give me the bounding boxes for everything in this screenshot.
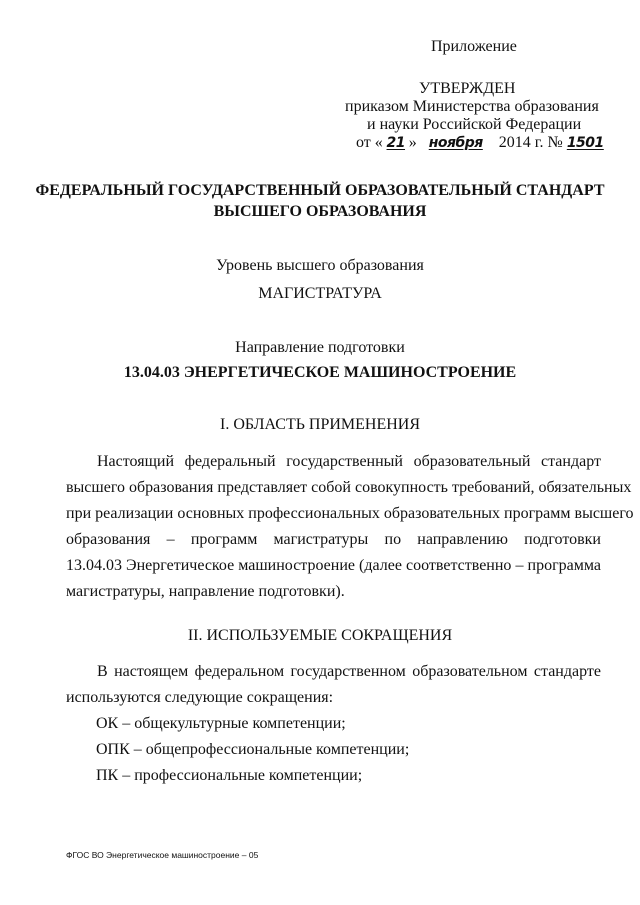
- section-1-line: при реализации основных профессиональных образовательных программ высшего: [66, 505, 634, 522]
- section-1-line: Настоящий федеральный государственный образовательный стандарт: [97, 453, 601, 470]
- section-1-line: высшего образования представляет собой совокупность требований, обязательных: [66, 479, 632, 496]
- level-label: Уровень высшего образования: [216, 257, 424, 274]
- order-line-1: приказом Министерства образования: [345, 98, 599, 115]
- date-year: 2014 г. №: [498, 134, 563, 151]
- date-mid: »: [408, 134, 417, 151]
- direction-value: 13.04.03 ЭНЕРГЕТИЧЕСКОЕ МАШИНОСТРОЕНИЕ: [123, 364, 517, 381]
- section-1-heading: I. ОБЛАСТЬ ПРИМЕНЕНИЯ: [219, 416, 421, 433]
- title-line-1: ФЕДЕРАЛЬНЫЙ ГОСУДАРСТВЕННЫЙ ОБРАЗОВАТЕЛЬНЫЙ СТАНДАРТ: [35, 182, 605, 199]
- section-1-line: 13.04.03 Энергетическое машиностроение (далее соответственно – программа: [66, 557, 601, 574]
- section-2-heading: II. ИСПОЛЬЗУЕМЫЕ СОКРАЩЕНИЯ: [187, 627, 453, 644]
- level-value: МАГИСТРАТУРА: [258, 285, 382, 302]
- section-1-line: образования – программ магистратуры по направлению подготовки: [66, 531, 601, 548]
- approved-label: УТВЕРЖДЕН: [419, 80, 516, 97]
- page-footer: ФГОС ВО Энергетическое машиностроение – 05: [66, 850, 259, 860]
- order-number: 1501: [566, 135, 604, 151]
- date-day: 21: [386, 135, 406, 151]
- title-line-2: ВЫСШЕГО ОБРАЗОВАНИЯ: [213, 203, 427, 220]
- section-2-line: В настоящем федеральном государственном образовательном стандарте: [97, 663, 601, 680]
- abbreviation-item: ПК – профессиональные компетенции;: [96, 767, 363, 784]
- annex-label: Приложение: [431, 38, 517, 55]
- section-2-line: используются следующие сокращения:: [66, 689, 334, 706]
- direction-label: Направление подготовки: [235, 339, 405, 356]
- abbreviation-item: ОПК – общепрофессиональные компетенции;: [96, 741, 410, 758]
- order-date-line: [356, 134, 604, 152]
- order-line-2: и науки Российской Федерации: [367, 116, 582, 133]
- date-month: ноября: [428, 135, 483, 151]
- section-1-line: магистратуры, направление подготовки).: [66, 583, 345, 600]
- date-prefix: от «: [356, 134, 383, 151]
- abbreviation-item: ОК – общекультурные компетенции;: [96, 715, 346, 732]
